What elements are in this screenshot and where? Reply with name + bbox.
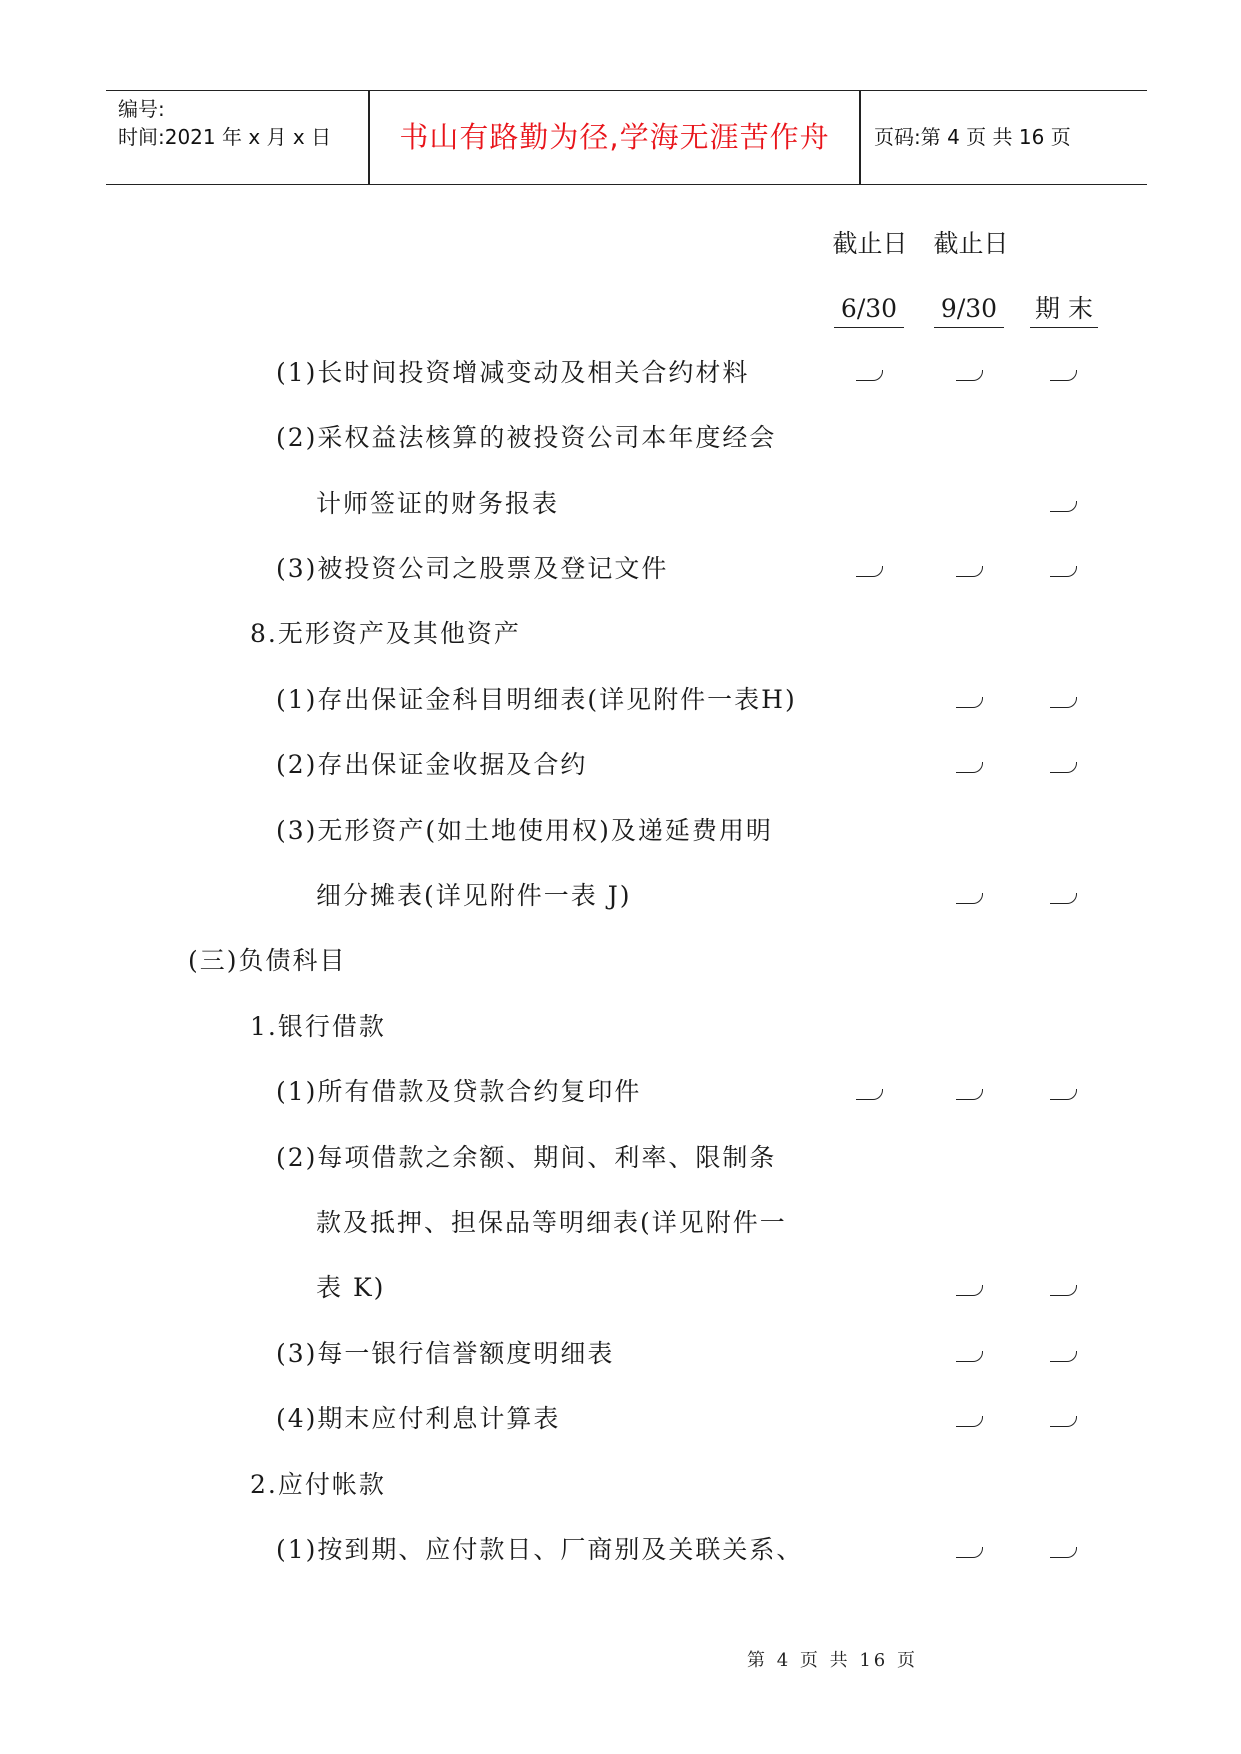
- column-2-heading: 截止日: [933, 229, 1009, 258]
- section-heading: 1.银行借款: [250, 1012, 386, 1041]
- footer-page-number: 第 4 页 共 16 页: [747, 1650, 918, 1671]
- list-item: (4)期末应付利息计算表: [276, 1404, 561, 1433]
- section-heading: (三)负债科目: [188, 946, 347, 975]
- document-time-label: 时间:2021 年 x 月 x 日: [118, 125, 332, 149]
- column-2-date: 9/30: [934, 293, 1004, 328]
- check-blank: [1050, 566, 1077, 577]
- check-blank: [956, 1351, 983, 1362]
- list-item: (1)所有借款及贷款合约复印件: [276, 1077, 642, 1106]
- check-blank: [1050, 1089, 1077, 1100]
- column-3-period-end: 期 末: [1030, 293, 1098, 328]
- list-item: (3)被投资公司之股票及登记文件: [276, 554, 669, 583]
- header-motto: 书山有路勤为径,学海无涯苦作舟: [399, 120, 830, 154]
- header-divider: [859, 91, 861, 184]
- list-item: (2)每项借款之余额、期间、利率、限制条: [276, 1143, 777, 1172]
- column-1-date: 6/30: [834, 293, 904, 328]
- check-blank: [956, 1547, 983, 1558]
- check-blank: [856, 1089, 883, 1100]
- check-blank: [1050, 1351, 1077, 1362]
- section-heading: 8.无形资产及其他资产: [250, 619, 521, 648]
- check-blank: [1050, 501, 1077, 512]
- header-page-number: 页码:第 4 页 共 16 页: [874, 125, 1071, 149]
- check-blank: [956, 1285, 983, 1296]
- check-blank: [1050, 893, 1077, 904]
- page-footer: [0, 1646, 1241, 1672]
- check-blank: [956, 697, 983, 708]
- list-item: (3)每一银行信誉额度明细表: [276, 1339, 615, 1368]
- check-blank: [956, 1089, 983, 1100]
- list-item: (3)无形资产(如土地使用权)及递延费用明: [276, 816, 773, 845]
- check-blank: [856, 370, 883, 381]
- check-blank: [956, 370, 983, 381]
- list-item: (1)按到期、应付款日、厂商别及关联关系、: [276, 1535, 804, 1564]
- check-blank: [956, 762, 983, 773]
- page-header: [106, 90, 1147, 185]
- header-meta: [118, 95, 331, 151]
- list-item: 计师签证的财务报表: [316, 489, 560, 518]
- document-number-label: 编号:: [118, 97, 165, 121]
- check-blank: [1050, 1285, 1077, 1296]
- list-item: 细分摊表(详见附件一表 J): [316, 881, 632, 910]
- check-blank: [1050, 1416, 1077, 1427]
- list-item: (2)采权益法核算的被投资公司本年度经会: [276, 423, 777, 452]
- column-1-heading: 截止日: [832, 229, 908, 258]
- check-blank: [956, 566, 983, 577]
- list-item: (1)存出保证金科目明细表(详见附件一表H): [276, 685, 797, 714]
- check-blank: [1050, 1547, 1077, 1558]
- list-item: 款及抵押、担保品等明细表(详见附件一: [316, 1208, 787, 1237]
- check-blank: [856, 566, 883, 577]
- check-blank: [1050, 370, 1077, 381]
- check-blank: [1050, 762, 1077, 773]
- check-blank: [956, 1416, 983, 1427]
- check-blank: [956, 893, 983, 904]
- check-blank: [1050, 697, 1077, 708]
- list-item: 表 K): [316, 1273, 386, 1302]
- list-item: (1)长时间投资增减变动及相关合约材料: [276, 358, 750, 387]
- section-heading: 2.应付帐款: [250, 1470, 386, 1499]
- list-item: (2)存出保证金收据及合约: [276, 750, 588, 779]
